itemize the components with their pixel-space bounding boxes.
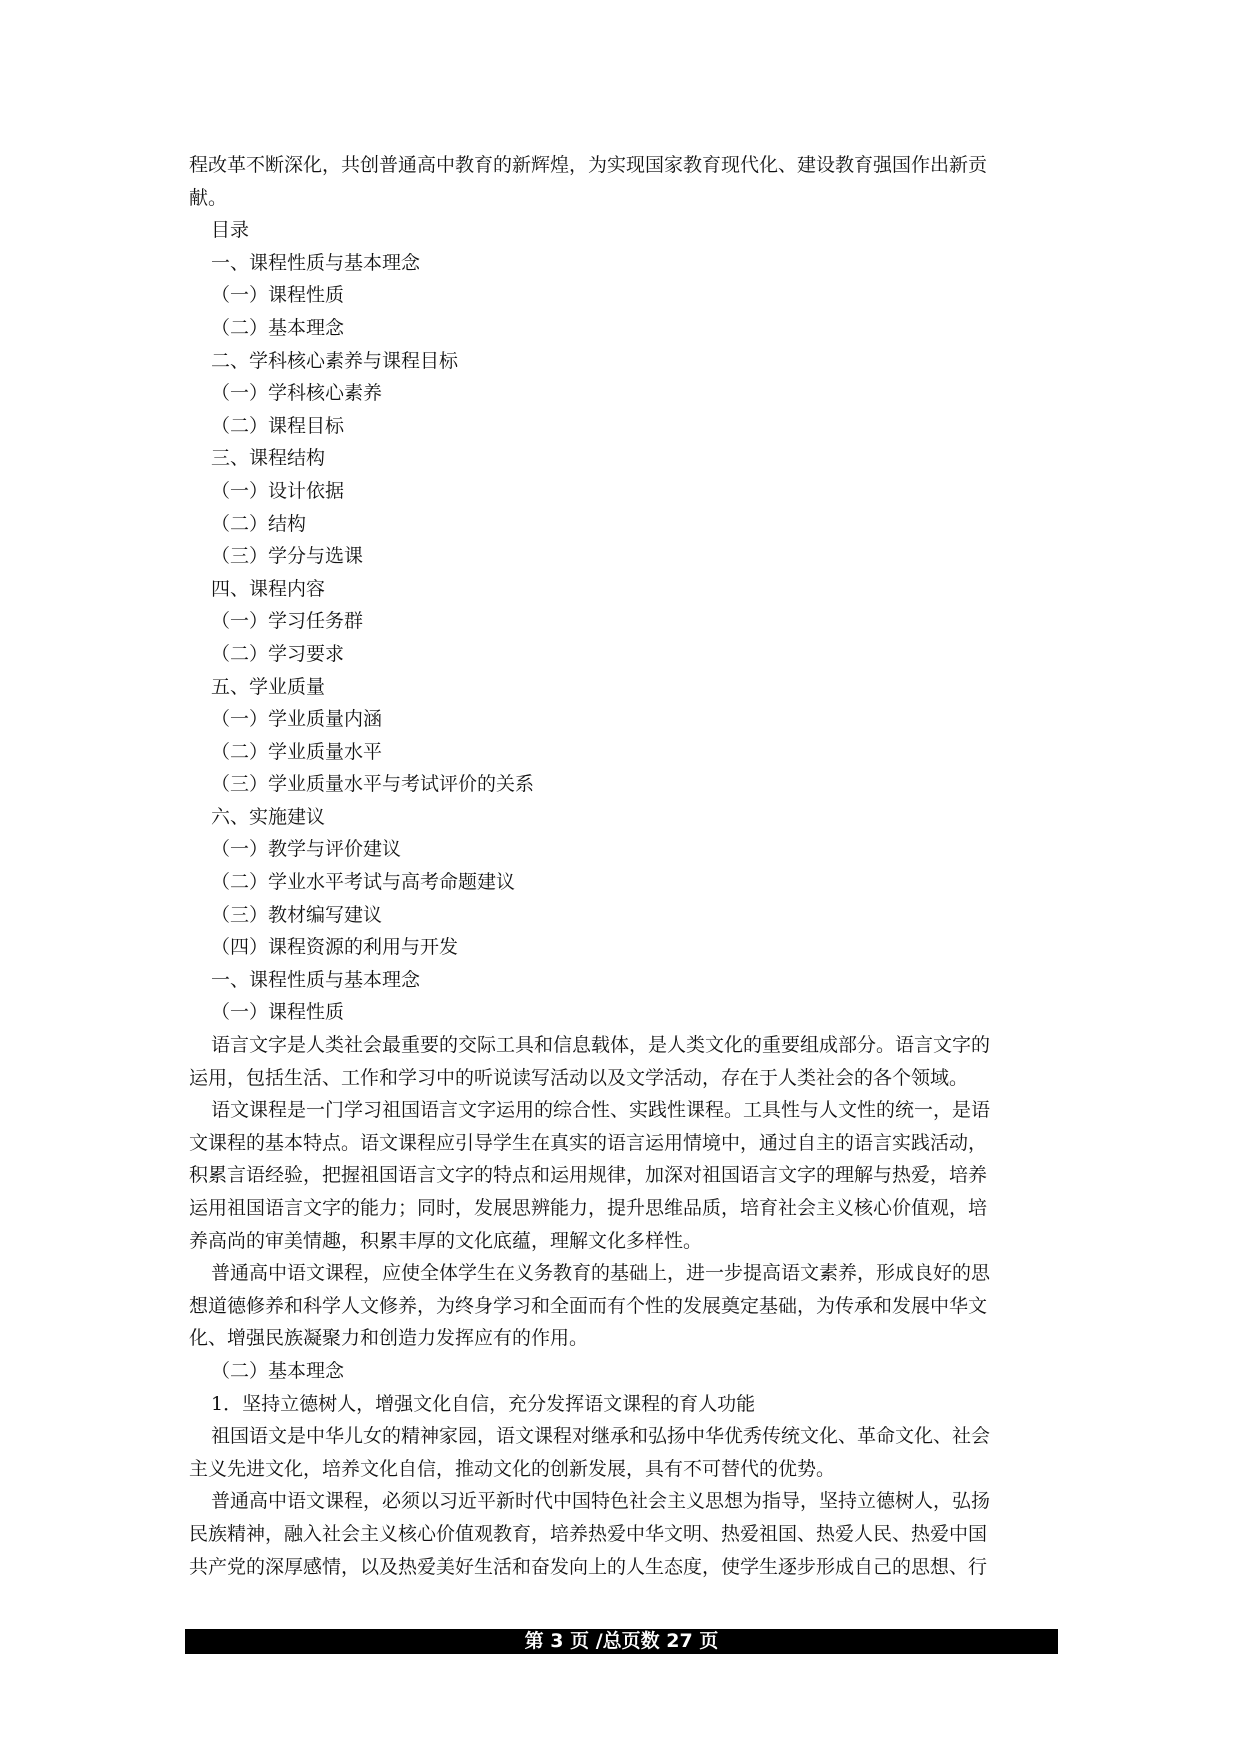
toc-item: （四）课程资源的利用与开发: [211, 936, 459, 959]
toc-item: （三）学业质量水平与考试评价的关系: [211, 773, 535, 796]
continuation-paragraph: [189, 149, 1069, 214]
toc-item: （二）结构: [211, 512, 307, 535]
table-of-contents: [189, 214, 1069, 964]
toc-item: （三）教材编写建议: [211, 903, 383, 926]
text-line: 民族精神，融入社会主义核心价值观教育，培养热爱中华文明、热爱祖国、热爱人民、热爱中国: [189, 1522, 988, 1545]
text-line: 想道德修养和科学人文修养，为终身学习和全面而有个性的发展奠定基础，为传承和发展中华文: [189, 1294, 988, 1317]
text-line: 文课程的基本特点。语文课程应引导学生在真实的语言运用情境中，通过自主的语言实践活动，: [189, 1131, 988, 1154]
text-line: 语言文字是人类社会最重要的交际工具和信息载体，是人类文化的重要组成部分。语言文字的: [211, 1034, 991, 1057]
toc-item: （一）设计依据: [211, 479, 345, 502]
toc-item: （二）课程目标: [211, 414, 345, 437]
toc-item: （一）教学与评价建议: [211, 838, 402, 861]
text-line: 养高尚的审美情趣，积累丰厚的文化底蕴，理解文化多样性。: [189, 1229, 703, 1252]
subsection-heading: （二）基本理念: [211, 1359, 345, 1382]
text-line: 祖国语文是中华儿女的精神家园，语文课程对继承和弘扬中华优秀传统文化、革命文化、社会: [211, 1425, 991, 1448]
page-number-label: 第 3 页 /总页数 27 页: [524, 1630, 719, 1652]
toc-item: 五、学业质量: [211, 675, 326, 698]
text-line: 语文课程是一门学习祖国语言文字运用的综合性、实践性课程。工具性与人文性的统一，是语: [211, 1099, 991, 1122]
toc-item: （一）课程性质: [211, 284, 345, 307]
subsection-heading: （一）课程性质: [211, 1001, 345, 1024]
body-paragraph: [189, 1094, 1069, 1257]
toc-item: 三、课程结构: [211, 447, 326, 470]
text-line: 程改革不断深化，共创普通高中教育的新辉煌，为实现国家教育现代化、建设教育强国作出新贡: [189, 154, 988, 176]
toc-item: （三）学分与选课: [211, 545, 364, 568]
toc-title: 目录: [211, 219, 250, 242]
text-line: 运用，包括生活、工作和学习中的听说读写活动以及文学活动，存在于人类社会的各个领域。: [189, 1066, 969, 1089]
text-line: 运用祖国语言文字的能力；同时，发展思辨能力，提升思维品质，培育社会主义核心价值观，培: [189, 1197, 988, 1219]
toc-item: 二、学科核心素养与课程目标: [211, 349, 459, 372]
text-line: 献。: [189, 186, 228, 209]
toc-item: （一）学业质量内涵: [211, 708, 383, 731]
toc-item: （二）学业水平考试与高考命题建议: [211, 871, 516, 894]
toc-item: （一）学科核心素养: [211, 382, 383, 405]
text-line: 化、增强民族凝聚力和创造力发挥应有的作用。: [189, 1327, 589, 1350]
body-paragraph: [189, 1257, 1069, 1355]
page-footer: [185, 1629, 1058, 1654]
text-line: 普通高中语文课程，必须以习近平新时代中国特色社会主义思想为指导，坚持立德树人，弘扬: [211, 1490, 991, 1513]
toc-item: （一）学习任务群: [211, 610, 364, 633]
body-paragraph: [189, 1485, 1069, 1583]
toc-item: 一、课程性质与基本理念: [211, 251, 421, 274]
text-line: 积累言语经验，把握祖国语言文字的特点和运用规律，加深对祖国语言文字的理解与热爱，培养: [189, 1164, 988, 1187]
toc-item: （二）学习要求: [211, 642, 345, 665]
toc-item: 六、实施建议: [211, 805, 326, 828]
toc-item: （二）学业质量水平: [211, 740, 383, 763]
text-line: 共产党的深厚感情，以及热爱美好生活和奋发向上的人生态度，使学生逐步形成自己的思想、行: [189, 1555, 988, 1578]
body-paragraph: [189, 1420, 1069, 1485]
text-line: 主义先进文化，培养文化自信，推动文化的创新发展，具有不可替代的优势。: [189, 1457, 836, 1480]
document-body: [189, 149, 1069, 1583]
toc-item: 四、课程内容: [211, 577, 326, 600]
section-heading: 一、课程性质与基本理念: [211, 968, 421, 991]
body-paragraph: [189, 1029, 1069, 1094]
text-line: 普通高中语文课程，应使全体学生在义务教育的基础上，进一步提高语文素养，形成良好的思: [211, 1262, 991, 1285]
toc-item: （二）基本理念: [211, 316, 345, 339]
point-heading: 1．坚持立德树人，增强文化自信，充分发挥语文课程的育人功能: [211, 1392, 756, 1415]
